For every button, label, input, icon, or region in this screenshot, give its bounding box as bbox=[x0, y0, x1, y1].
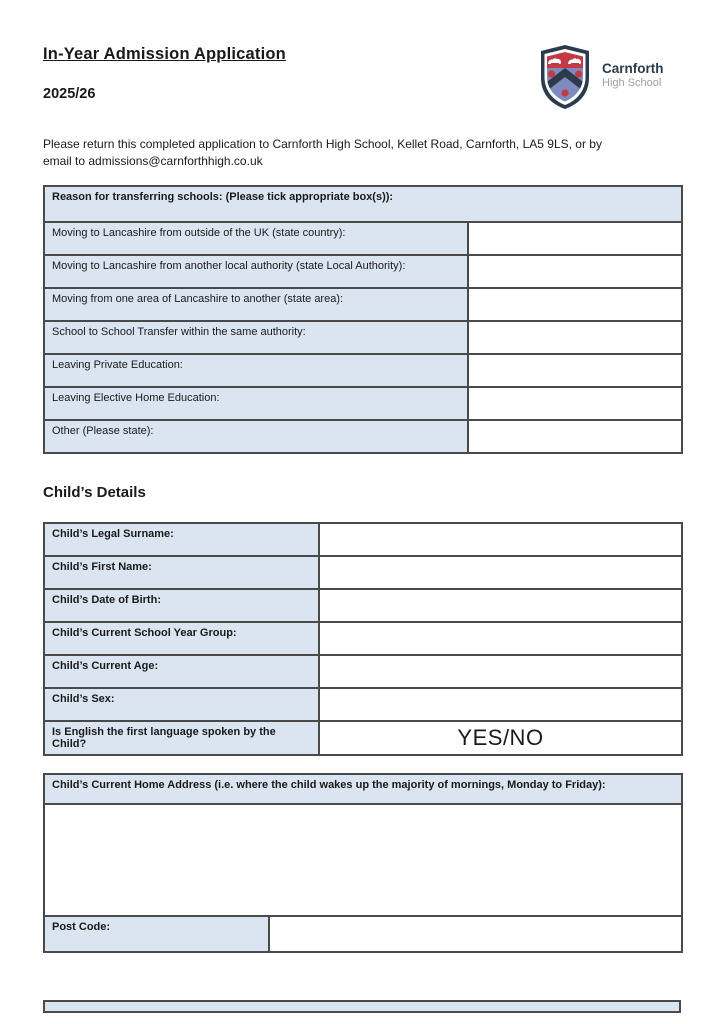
postcode-input-cell[interactable] bbox=[269, 916, 682, 952]
table-row bbox=[44, 655, 682, 688]
table-row bbox=[44, 589, 682, 622]
table-row bbox=[44, 354, 682, 387]
reason-for-transfer-table bbox=[43, 185, 683, 454]
reason-tick-cell[interactable] bbox=[468, 420, 682, 453]
home-address-table bbox=[43, 773, 683, 953]
logo-text bbox=[602, 44, 664, 89]
child-detail-input-cell[interactable] bbox=[319, 589, 682, 622]
section-heading-child-details: Child’s Details bbox=[43, 484, 146, 501]
child-detail-input-cell[interactable] bbox=[319, 655, 682, 688]
table-row bbox=[44, 556, 682, 589]
reason-table-header: Reason for transferring schools: (Please tick appropriate box(s)): bbox=[44, 186, 682, 222]
return-instructions bbox=[43, 136, 602, 170]
reason-tick-cell[interactable] bbox=[468, 321, 682, 354]
reason-label: Leaving Elective Home Education: bbox=[44, 387, 468, 420]
table-row bbox=[44, 721, 682, 755]
table-header-row bbox=[44, 186, 682, 222]
reason-label: Moving to Lancashire from another local authority (state Local Authority): bbox=[44, 255, 468, 288]
child-detail-input-cell[interactable] bbox=[319, 523, 682, 556]
logo-school-name: Carnforth bbox=[602, 61, 664, 76]
address-table-header: Child’s Current Home Address (i.e. where the child wakes up the majority of mornings, Monday to Friday): bbox=[44, 774, 682, 804]
table-row bbox=[44, 288, 682, 321]
table-row bbox=[44, 420, 682, 453]
table-row bbox=[44, 387, 682, 420]
table-header-row bbox=[44, 774, 682, 804]
reason-label: Moving to Lancashire from outside of the UK (state country): bbox=[44, 222, 468, 255]
school-crest-icon bbox=[538, 44, 592, 110]
logo-school-subtitle: High School bbox=[602, 77, 662, 89]
reason-tick-cell[interactable] bbox=[468, 387, 682, 420]
table-row bbox=[44, 916, 682, 952]
child-detail-label: Child’s Current Age: bbox=[44, 655, 319, 688]
table-row bbox=[44, 622, 682, 655]
table-row bbox=[44, 523, 682, 556]
table-row bbox=[44, 222, 682, 255]
academic-year: 2025/26 bbox=[43, 86, 96, 102]
table-row bbox=[44, 804, 682, 916]
return-instructions-line1: Please return this completed application to Carnforth High School, Kellet Road, Carnforth, LA5 9LS, or by bbox=[43, 137, 602, 151]
english-first-language-yesno-cell[interactable]: YES/NO bbox=[319, 721, 682, 755]
reason-tick-cell[interactable] bbox=[468, 222, 682, 255]
return-instructions-line2: email to admissions@carnforthhigh.co.uk bbox=[43, 154, 263, 168]
child-detail-label: Child’s Date of Birth: bbox=[44, 589, 319, 622]
reason-tick-cell[interactable] bbox=[468, 354, 682, 387]
postcode-label: Post Code: bbox=[44, 916, 269, 952]
reason-label: Moving from one area of Lancashire to another (state area): bbox=[44, 288, 468, 321]
child-detail-input-cell[interactable] bbox=[319, 556, 682, 589]
child-detail-input-cell[interactable] bbox=[319, 688, 682, 721]
reason-label: Other (Please state): bbox=[44, 420, 468, 453]
address-input-cell[interactable] bbox=[44, 804, 682, 916]
reason-label: School to School Transfer within the same authority: bbox=[44, 321, 468, 354]
school-logo bbox=[538, 44, 664, 110]
child-detail-input-cell[interactable] bbox=[319, 622, 682, 655]
reason-label: Leaving Private Education: bbox=[44, 354, 468, 387]
table-row bbox=[44, 688, 682, 721]
page-title: In-Year Admission Application bbox=[43, 45, 286, 63]
child-detail-label: Is English the first language spoken by the Child? bbox=[44, 721, 319, 755]
child-detail-label: Child’s Sex: bbox=[44, 688, 319, 721]
child-details-table bbox=[43, 522, 683, 756]
child-detail-label: Child’s Legal Surname: bbox=[44, 523, 319, 556]
child-detail-label: Child’s Current School Year Group: bbox=[44, 622, 319, 655]
child-detail-label: Child’s First Name: bbox=[44, 556, 319, 589]
reason-tick-cell[interactable] bbox=[468, 288, 682, 321]
table-row bbox=[44, 255, 682, 288]
next-section-header-strip bbox=[43, 1000, 681, 1013]
table-row bbox=[44, 321, 682, 354]
reason-tick-cell[interactable] bbox=[468, 255, 682, 288]
